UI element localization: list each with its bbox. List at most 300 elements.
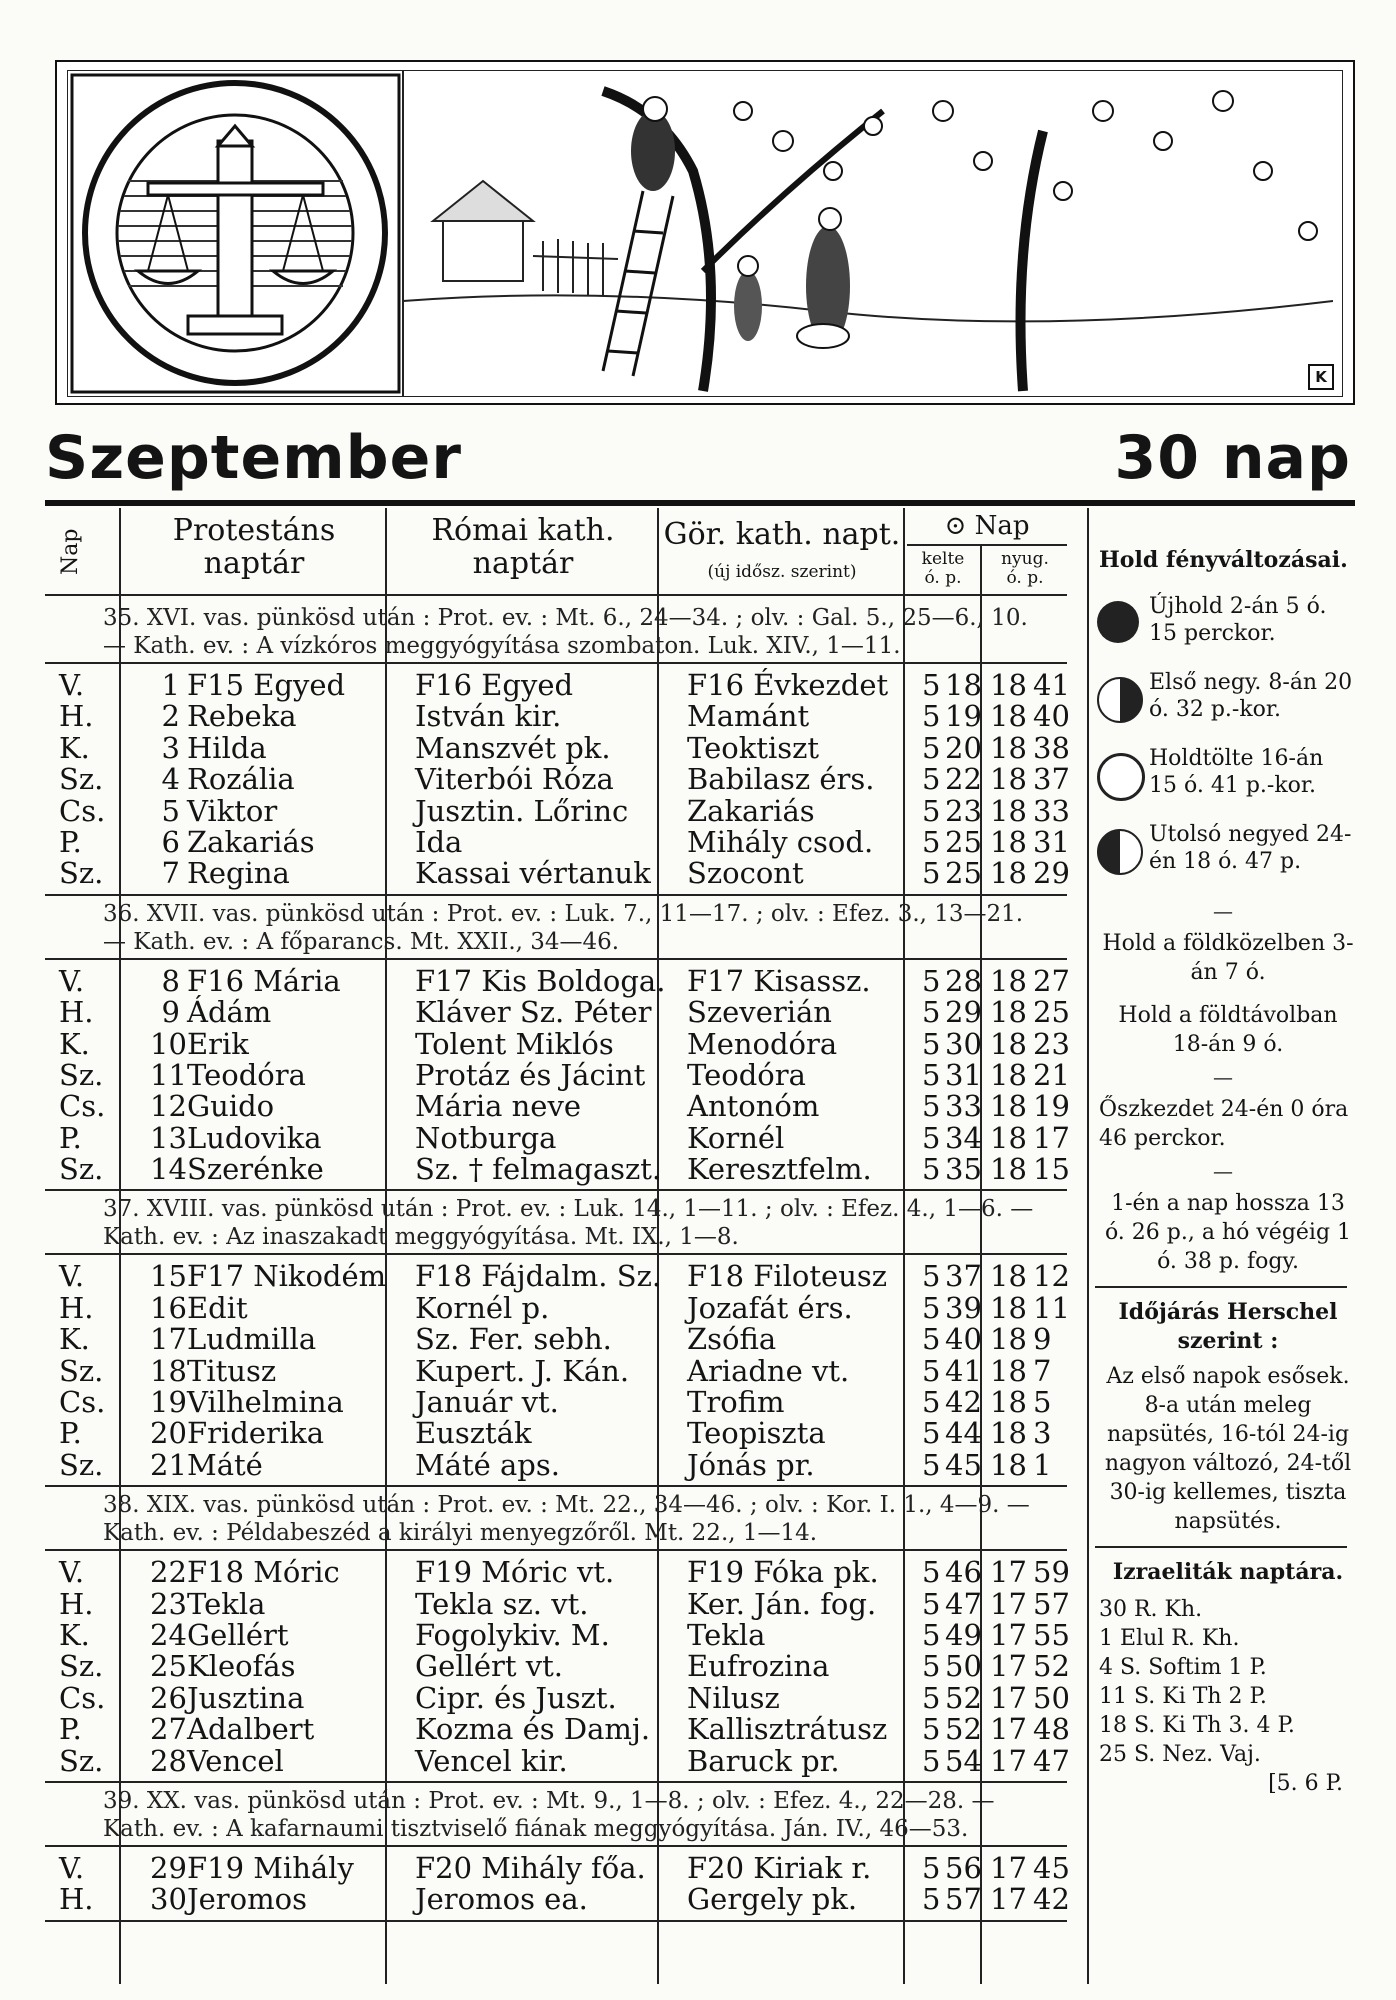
header-rise-unit: ó. p.: [924, 567, 962, 588]
catholic-name: Manszvét pk.: [415, 730, 611, 765]
sunset-minute: 17: [1033, 1120, 1070, 1155]
header-sun-rise: [907, 550, 979, 587]
sunrise-hour: 5: [922, 995, 941, 1030]
sunset-minute: 9: [1033, 1322, 1052, 1357]
sunset-hour: 18: [990, 1259, 1027, 1294]
protestant-name: Vencel: [187, 1743, 284, 1778]
greek-name: Baruck pr.: [687, 1743, 840, 1778]
weekday: P.: [59, 1120, 82, 1155]
day-number: 26: [150, 1680, 187, 1715]
day-number: 3: [161, 730, 180, 765]
weekday: K.: [59, 730, 90, 765]
table-row: [45, 1680, 1070, 1715]
week-note: 39. XX. vas. pünkösd után : Prot. ev. : Mt. 9., 1—8. ; olv. : Efez. 4., 22—28. — Kath. ev. : A kafarnaumi tisztviselő fiának meggyógyítása. Ján. IV., 46—53.: [103, 1787, 995, 1842]
catholic-name: Notburga: [415, 1120, 557, 1155]
sunset-minute: 47: [1033, 1743, 1070, 1778]
week-note: 38. XIX. vas. pünkösd után : Prot. ev. : Mt. 22., 34—46. ; olv. : Kor. I. 1., 4—9. — Kath. ev. : Példabeszéd a királyi menyegzőről. Mt. 22., 1—14.: [103, 1492, 1030, 1547]
table-row: [45, 1882, 1070, 1917]
protestant-name: Regina: [187, 856, 290, 891]
libra-emblem: [67, 70, 404, 397]
catholic-name: Protáz és Jácint: [415, 1057, 646, 1092]
week-rule: [45, 1189, 1067, 1191]
table-row: [45, 1152, 1070, 1187]
sunrise-minute: 35: [945, 1152, 982, 1187]
sunset-minute: 37: [1033, 762, 1070, 797]
day-number: 27: [150, 1712, 187, 1747]
weather-title: Időjárás Herschel szerint :: [1118, 1299, 1338, 1354]
header-illustration: [55, 60, 1355, 405]
weekday: Cs.: [59, 1385, 106, 1420]
weekday: Sz.: [59, 856, 104, 891]
greek-name: Tekla: [687, 1617, 766, 1652]
weekday: V.: [59, 1850, 85, 1885]
day-number: 2: [161, 699, 180, 734]
header-sun-set: [985, 550, 1065, 587]
sunset-hour: 18: [990, 730, 1027, 765]
jewish-entry: 18 S. Ki Th 3. 4 P.: [1099, 1713, 1295, 1738]
greek-name: Jozafát érs.: [687, 1290, 853, 1325]
sunset-hour: 18: [990, 1120, 1027, 1155]
header-catholic: [391, 514, 655, 580]
sunrise-minute: 31: [945, 1057, 982, 1092]
sunset-minute: 29: [1033, 856, 1070, 891]
weekday: P.: [59, 824, 82, 859]
sunset-hour: 18: [990, 963, 1027, 998]
sunrise-hour: 5: [922, 1680, 941, 1715]
greek-name: Mihály csod.: [687, 824, 874, 859]
sunset-minute: 25: [1033, 995, 1070, 1030]
weekday: H.: [59, 995, 94, 1030]
day-number: 21: [150, 1447, 187, 1482]
sunrise-hour: 5: [922, 1586, 941, 1621]
moon-phase-first-quarter: [1089, 665, 1357, 741]
sunset-hour: 18: [990, 1089, 1027, 1124]
sunrise-hour: 5: [922, 824, 941, 859]
day-number: 8: [161, 963, 180, 998]
table-row: [45, 699, 1070, 734]
protestant-name: Ludmilla: [187, 1322, 317, 1357]
catholic-name: Sz. † felmagaszt.: [415, 1152, 662, 1187]
sunrise-hour: 5: [922, 1290, 941, 1325]
sunrise-minute: 39: [945, 1290, 982, 1325]
catholic-name: F17 Kis Boldoga.: [415, 963, 666, 998]
weekday: Cs.: [59, 1089, 106, 1124]
header-catholic-line2: naptár: [472, 546, 574, 581]
moon-phase-text: Első negy. 8-án 20 ó. 32 p.-kor.: [1149, 670, 1353, 722]
week-note: 35. XVI. vas. pünkösd után : Prot. ev. : Mt. 6., 24—34. ; olv. : Gal. 5., 25—6., 10. — Kath. ev. : A vízkóros meggyógyítása szombaton. Luk. XIV., 1—11.: [103, 605, 1028, 659]
weekday: K.: [59, 1026, 90, 1061]
sunset-hour: 18: [990, 699, 1027, 734]
sunset-hour: 17: [990, 1680, 1027, 1715]
sunrise-hour: 5: [922, 1712, 941, 1747]
sunset-hour: 18: [990, 1322, 1027, 1357]
weekday: Cs.: [59, 793, 106, 828]
sunset-minute: 3: [1033, 1416, 1052, 1451]
day-number: 12: [150, 1089, 187, 1124]
jewish-entry: 30 R. Kh.: [1099, 1597, 1203, 1622]
day-number: 15: [150, 1259, 187, 1294]
moon-phase-text: Holdtölte 16-án 15 ó. 41 p.-kor.: [1149, 746, 1324, 798]
sidebar: [1087, 508, 1357, 1984]
sunset-hour: 18: [990, 1152, 1027, 1187]
protestant-name: Guido: [187, 1089, 275, 1124]
week-rule: [45, 894, 1067, 896]
sunset-minute: 42: [1033, 1882, 1070, 1917]
sunrise-hour: 5: [922, 1259, 941, 1294]
sunset-minute: 19: [1033, 1089, 1070, 1124]
calendar-table: [45, 508, 1070, 1984]
sunset-minute: 38: [1033, 730, 1070, 765]
sunrise-hour: 5: [922, 699, 941, 734]
full-moon-icon: [1097, 753, 1145, 801]
protestant-name: Friderika: [187, 1416, 324, 1451]
greek-name: F19 Fóka pk.: [687, 1555, 879, 1590]
sunrise-minute: 40: [945, 1322, 982, 1357]
sunset-minute: 12: [1033, 1259, 1070, 1294]
catholic-name: Gellért vt.: [415, 1649, 564, 1684]
greek-name: Teopiszta: [687, 1416, 826, 1451]
sunrise-hour: 5: [922, 1555, 941, 1590]
table-row: [45, 1057, 1070, 1092]
table-row: [45, 1290, 1070, 1325]
greek-name: Kornél: [687, 1120, 785, 1155]
weekday: V.: [59, 1555, 85, 1590]
greek-name: F20 Kiriak r.: [687, 1850, 872, 1885]
week-rule: [45, 1485, 1067, 1487]
sunrise-minute: 37: [945, 1259, 982, 1294]
protestant-name: Titusz: [187, 1353, 277, 1388]
weekday: K.: [59, 1617, 90, 1652]
protestant-name: Jusztina: [187, 1680, 305, 1715]
greek-name: F18 Filoteusz: [687, 1259, 888, 1294]
catholic-name: Tekla sz. vt.: [415, 1586, 589, 1621]
sunrise-hour: 5: [922, 856, 941, 891]
day-number: 11: [150, 1057, 187, 1092]
sunrise-hour: 5: [922, 1322, 941, 1357]
days-count: 30 nap: [1114, 423, 1351, 493]
greek-name: Jónás pr.: [687, 1447, 815, 1482]
day-number: 28: [150, 1743, 187, 1778]
moon-phase-last-quarter: [1089, 817, 1357, 893]
month-title: Szeptember: [45, 423, 462, 493]
sunrise-minute: 46: [945, 1555, 982, 1590]
protestant-name: Rebeka: [187, 699, 297, 734]
catholic-name: Jusztin. Lőrinc: [415, 793, 629, 828]
protestant-name: F17 Nikodém: [187, 1259, 387, 1294]
greek-name: Keresztfelm.: [687, 1152, 872, 1187]
sunset-hour: 18: [990, 1416, 1027, 1451]
greek-name: F16 Évkezdet: [687, 668, 889, 702]
sunrise-hour: 5: [922, 668, 941, 702]
catholic-name: Fogolykiv. M.: [415, 1617, 610, 1652]
sunset-minute: 41: [1033, 668, 1070, 702]
protestant-name: Erik: [187, 1026, 249, 1061]
protestant-name: Kleofás: [187, 1649, 296, 1684]
sunset-hour: 18: [990, 1447, 1027, 1482]
greek-name: Kallisztrátusz: [687, 1712, 888, 1747]
week-rule: [45, 1781, 1067, 1783]
greek-name: Eufrozina: [687, 1649, 830, 1684]
protestant-name: Rozália: [187, 762, 295, 797]
sidebar-rule: [1095, 1546, 1347, 1548]
catholic-name: Ida: [415, 824, 463, 859]
catholic-name: Máté aps.: [415, 1447, 560, 1482]
sunrise-hour: 5: [922, 1353, 941, 1388]
table-row: [45, 1743, 1070, 1778]
sunset-hour: 18: [990, 1026, 1027, 1061]
orchard-illustration: [403, 71, 1333, 396]
greek-name: Ariadne vt.: [687, 1353, 850, 1388]
sunset-hour: 18: [990, 668, 1027, 702]
page-footer: [5. 6 P.: [1268, 1771, 1343, 1796]
weekday: H.: [59, 1586, 94, 1621]
protestant-name: Viktor: [187, 793, 278, 828]
sunrise-hour: 5: [922, 1850, 941, 1885]
day-number: 18: [150, 1353, 187, 1388]
last-quarter-moon-icon: [1097, 829, 1143, 875]
protestant-name: Vilhelmina: [187, 1385, 344, 1420]
sunset-minute: 45: [1033, 1850, 1070, 1885]
greek-name: Szeverián: [687, 995, 832, 1030]
sunrise-hour: 5: [922, 1120, 941, 1155]
moon-phase-new: [1089, 589, 1357, 665]
week-note: 36. XVII. vas. pünkösd után : Prot. ev. : Luk. 7., 11—17. ; olv. : Efez. 3., 13—21. — Kath. ev. : A főparancs. Mt. XXII., 34—46.: [103, 900, 1024, 955]
sunset-minute: 48: [1033, 1712, 1070, 1747]
sunrise-minute: 29: [945, 995, 982, 1030]
week-rule: [45, 1253, 1067, 1255]
day-number: 24: [150, 1617, 187, 1652]
sunset-hour: 17: [990, 1617, 1027, 1652]
sunset-minute: 57: [1033, 1586, 1070, 1621]
weekday: H.: [59, 1882, 94, 1917]
day-number: 6: [161, 824, 180, 859]
greek-name: Szocont: [687, 856, 804, 891]
perigee-note: Hold a földközelben 3-án 7 ó.: [1102, 931, 1354, 985]
protestant-name: F16 Mária: [187, 963, 341, 998]
header-greek: [663, 518, 901, 584]
catholic-name: F20 Mihály főa.: [415, 1850, 646, 1885]
greek-name: Zsófia: [687, 1322, 777, 1357]
sunrise-minute: 52: [945, 1712, 982, 1747]
sunrise-hour: 5: [922, 1447, 941, 1482]
divider: —: [1213, 899, 1233, 923]
sunset-hour: 18: [990, 1385, 1027, 1420]
day-number: 22: [150, 1555, 187, 1590]
protestant-name: Ádám: [187, 995, 272, 1030]
greek-name: Gergely pk.: [687, 1882, 858, 1917]
protestant-name: Edit: [187, 1290, 248, 1325]
protestant-name: Hilda: [187, 730, 267, 765]
catholic-name: Cipr. és Juszt.: [415, 1680, 617, 1715]
sunset-hour: 17: [990, 1850, 1027, 1885]
scales-icon: [68, 71, 403, 396]
jewish-calendar-title: Izraeliták naptára.: [1112, 1559, 1344, 1585]
catholic-name: Kozma és Damj.: [415, 1712, 651, 1747]
sunset-hour: 18: [990, 824, 1027, 859]
weekday: Sz.: [59, 762, 104, 797]
greek-name: Menodóra: [687, 1026, 838, 1061]
week-rule: [45, 1920, 1067, 1922]
week-rule: [45, 662, 1067, 664]
header-protestant-line2: naptár: [203, 546, 305, 581]
greek-name: Mamánt: [687, 699, 810, 734]
catholic-name: Euszták: [415, 1416, 532, 1451]
greek-name: Ker. Ján. fog.: [687, 1586, 877, 1621]
weekday: Sz.: [59, 1057, 104, 1092]
table-row: [45, 1026, 1070, 1061]
weekday: H.: [59, 1290, 94, 1325]
header-rise-label: kelte: [921, 549, 965, 569]
header-sun: ⊙ Nap: [944, 511, 1030, 541]
sunset-minute: 7: [1033, 1353, 1052, 1388]
table-row: [45, 1418, 1067, 1449]
day-number: 1: [161, 668, 180, 702]
table-row: [45, 1586, 1070, 1621]
weekday: H.: [59, 699, 94, 734]
sunrise-minute: 22: [945, 762, 982, 797]
weekday: Sz.: [59, 1152, 104, 1187]
table-row: [45, 1259, 1070, 1294]
sunset-hour: 17: [990, 1649, 1027, 1684]
protestant-name: Máté: [187, 1447, 263, 1482]
sunrise-hour: 5: [922, 1743, 941, 1778]
weekday: P.: [59, 1416, 82, 1451]
table-row: [45, 1447, 1067, 1482]
table-row: [45, 1353, 1067, 1388]
header-protestant-line1: Protestáns: [172, 513, 336, 548]
day-number: 13: [150, 1120, 187, 1155]
catholic-name: F19 Móric vt.: [415, 1555, 615, 1590]
moon-phase-full: [1089, 741, 1357, 817]
sunrise-hour: 5: [922, 1026, 941, 1061]
week-rule: [45, 958, 1067, 960]
day-number: 5: [161, 793, 180, 828]
weekday: V.: [59, 963, 85, 998]
day-number: 14: [150, 1152, 187, 1187]
catholic-name: Kupert. J. Kán.: [415, 1353, 630, 1388]
protestant-name: Szerénke: [187, 1152, 324, 1187]
sunset-minute: 50: [1033, 1680, 1070, 1715]
sunset-hour: 18: [990, 1353, 1027, 1388]
table-row: [45, 963, 1070, 998]
sunset-minute: 23: [1033, 1026, 1070, 1061]
protestant-name: Ludovika: [187, 1120, 322, 1155]
weekday: V.: [59, 668, 85, 702]
sunrise-minute: 41: [945, 1353, 982, 1388]
sunset-hour: 17: [990, 1586, 1027, 1621]
catholic-name: Kassai vértanuk: [415, 856, 651, 891]
sunset-hour: 17: [990, 1712, 1027, 1747]
sunrise-minute: 42: [945, 1385, 982, 1420]
weekday: Sz.: [59, 1743, 104, 1778]
weekday: Sz.: [59, 1447, 104, 1482]
moon-phase-text: Utolsó negyed 24-én 18 ó. 47 p.: [1149, 822, 1352, 874]
greek-name: Babilasz érs.: [687, 762, 875, 797]
sunset-minute: 21: [1033, 1057, 1070, 1092]
sunrise-minute: 30: [945, 1026, 982, 1061]
sunset-minute: 15: [1033, 1152, 1070, 1187]
day-number: 16: [150, 1290, 187, 1325]
sunrise-hour: 5: [922, 1385, 941, 1420]
table-row: [45, 1324, 1067, 1355]
catholic-name: Viterbói Róza: [415, 762, 614, 797]
table-row: [45, 1649, 1070, 1684]
protestant-name: Tekla: [187, 1586, 266, 1621]
day-number: 30: [150, 1882, 187, 1917]
header-greek-line1: Gör. kath. napt.: [663, 517, 901, 552]
sunset-minute: 27: [1033, 963, 1070, 998]
sunrise-hour: 5: [922, 963, 941, 998]
greek-name: Antonóm: [687, 1089, 820, 1124]
catholic-name: Sz. Fer. sebh.: [415, 1322, 612, 1357]
week-list: [45, 604, 1070, 1926]
greek-name: Nilusz: [687, 1680, 780, 1715]
sunset-minute: 40: [1033, 699, 1070, 734]
catholic-name: Jeromos ea.: [415, 1882, 588, 1917]
catholic-name: Mária neve: [415, 1089, 582, 1124]
sunrise-minute: 56: [945, 1850, 982, 1885]
sunrise-minute: 45: [945, 1447, 982, 1482]
sunrise-minute: 57: [945, 1882, 982, 1917]
sunrise-hour: 5: [922, 1057, 941, 1092]
sunrise-minute: 44: [945, 1416, 982, 1451]
sunset-minute: 55: [1033, 1617, 1070, 1652]
day-number: 25: [150, 1649, 187, 1684]
sunset-minute: 31: [1033, 824, 1070, 859]
protestant-name: Gellért: [187, 1617, 289, 1652]
greek-name: Teoktiszt: [687, 730, 820, 765]
protestant-name: Adalbert: [187, 1712, 315, 1747]
sunrise-minute: 20: [945, 730, 982, 765]
sunrise-minute: 47: [945, 1586, 982, 1621]
protestant-name: F18 Móric: [187, 1555, 340, 1590]
table-row: [45, 1387, 1067, 1418]
sunset-hour: 18: [990, 762, 1027, 797]
greek-name: F17 Kisassz.: [687, 963, 871, 998]
sunrise-hour: 5: [922, 1882, 941, 1917]
sunset-minute: 33: [1033, 793, 1070, 828]
sunset-hour: 17: [990, 1555, 1027, 1590]
header-catholic-line1: Római kath.: [431, 513, 615, 548]
first-quarter-moon-icon: [1097, 677, 1143, 723]
greek-name: Teodóra: [687, 1057, 806, 1092]
sunrise-minute: 23: [945, 793, 982, 828]
sunset-hour: 18: [990, 995, 1027, 1030]
artist-monogram: K: [1308, 364, 1334, 390]
greek-name: Trofim: [687, 1385, 785, 1420]
week-note: 37. XVIII. vas. pünkösd után : Prot. ev. : Luk. 14., 1—11. ; olv. : Efez. 4., 1—6. — Kath. ev. : Az inaszakadt meggyógyítása. Mt. IX., 1—8.: [103, 1196, 1034, 1251]
week-rule: [45, 1549, 1067, 1551]
jewish-entry: 1 Elul R. Kh.: [1099, 1626, 1240, 1651]
moon-phases-title: Hold fényváltozásai.: [1099, 547, 1348, 573]
sunrise-hour: 5: [922, 1617, 941, 1652]
table-row: [45, 668, 1070, 702]
weekday: Sz.: [59, 1649, 104, 1684]
catholic-name: Kláver Sz. Péter: [415, 995, 652, 1030]
sunrise-hour: 5: [922, 793, 941, 828]
apple-harvest-scene: [402, 70, 1343, 397]
day-number: 10: [150, 1026, 187, 1061]
table-row: [45, 730, 1070, 765]
sunrise-hour: 5: [922, 762, 941, 797]
sunrise-hour: 5: [922, 1416, 941, 1451]
catholic-name: F18 Fájdalm. Sz.: [415, 1259, 662, 1294]
sunrise-hour: 5: [922, 1152, 941, 1187]
sunset-hour: 18: [990, 793, 1027, 828]
day-number: 19: [150, 1385, 187, 1420]
sunset-hour: 18: [990, 1057, 1027, 1092]
day-length-note: 1-én a nap hossza 13 ó. 26 p., a hó végéig 1 ó. 38 p. fogy.: [1104, 1191, 1352, 1274]
